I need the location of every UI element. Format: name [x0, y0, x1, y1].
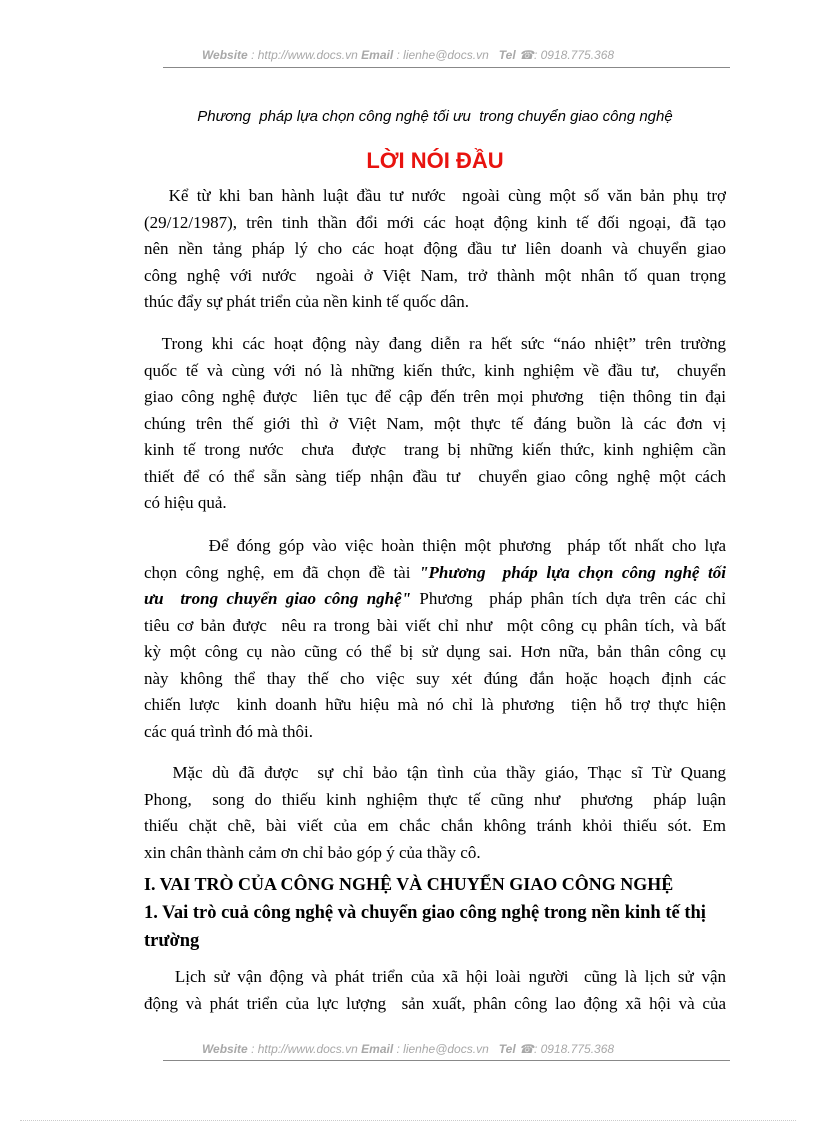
text-line: kinh tế trong nước chưa được trang bị những kiến thức, kinh nghiệm cần: [144, 440, 726, 459]
header-rule: [163, 67, 730, 68]
footer-tel-label: Tel: [498, 1042, 516, 1056]
section-heading-1: I. VAI TRÒ CỦA CÔNG NGHỆ VÀ CHUYỂN GIAO CÔNG NGHỆ: [144, 874, 674, 894]
text-line: thúc đẩy sự phát triển của nền kinh tế quốc dân.: [144, 292, 470, 311]
text-line: chọn công nghệ, em đã chọn đề tài "Phương pháp lựa chọn công nghệ tối: [144, 562, 726, 582]
phone-icon: ☎: [519, 1042, 534, 1056]
text-line: công nghệ với nước ngoài ở Việt Nam, trở thành một nhân tố quan trọng: [144, 265, 726, 285]
document-subtitle: Phương pháp lựa chọn công nghệ tối ưu trong chuyển giao công nghệ: [197, 108, 673, 125]
paragraph-3: [144, 533, 726, 745]
text-line: tiêu cơ bản được nêu ra trong bài viết chỉ như một công cụ phân tích, và bất: [144, 615, 726, 635]
text-line: chúng trên thế giới thì ở Việt Nam, một thực tế đáng buồn là các đơn vị: [144, 413, 726, 433]
text-line: thiết để có thể sẵn sàng tiếp nhận đầu tư chuyển giao công nghệ một cách: [144, 466, 726, 486]
paragraph-5: [144, 964, 726, 1017]
header-website[interactable]: http://www.docs.vn: [257, 48, 358, 62]
footer-website-label: Website: [201, 1042, 248, 1056]
page-title: LỜI NÓI ĐẦU: [366, 148, 504, 173]
header-tel: : 0918.775.368: [533, 48, 615, 62]
text-line: xin chân thành cảm ơn chỉ bảo góp ý của thầy cô.: [144, 842, 481, 862]
footer-rule: [163, 1060, 730, 1061]
paragraph-1: [144, 183, 726, 316]
footer-website[interactable]: http://www.docs.vn: [257, 1042, 358, 1056]
text-line: giao công nghệ được liên tục để cập đến trên mọi phương tiện thông tin đại: [144, 387, 726, 406]
text-line: động và phát triển của lực lượng sản xuất, phân công lao động xã hội và của: [144, 993, 726, 1013]
text-line: Trong khi các hoạt động này đang diễn ra hết sức “náo nhiệt” trên trường: [144, 334, 726, 353]
page-footer: Website : http://www.docs.vn Email : lienhe@docs.vn Tel ☎: 0918.775.368: [201, 1042, 615, 1056]
text-line: này không thể thay thế cho việc suy xét đúng đắn hoặc hoạch định các: [144, 668, 726, 688]
footer-tel: : 0918.775.368: [533, 1042, 615, 1056]
text-line: quốc tế và cùng với nó là những kiến thức, kinh nghiệm về đầu tư, chuyển: [144, 360, 726, 380]
header-email[interactable]: lienhe@docs.vn: [403, 48, 489, 62]
text-line: Mặc dù đã được sự chỉ bảo tận tình của thầy giáo, Thạc sĩ Từ Quang: [144, 763, 726, 782]
paragraph-2: [144, 331, 726, 517]
text-line: Kể từ khi ban hành luật đầu tư nước ngoài cùng một số văn bản phụ trợ: [144, 186, 726, 205]
phone-icon: ☎: [519, 48, 534, 62]
footer-email-label: Email: [361, 1042, 394, 1056]
text-line: nên nền tảng pháp lý cho các hoạt động đầu tư liên doanh và chuyển giao: [144, 239, 726, 258]
page-header: Website : http://www.docs.vn Email : lienhe@docs.vn Tel ☎: 0918.775.368: [201, 48, 615, 62]
thesis-title: "Phương pháp lựa chọn công nghệ tối: [419, 562, 726, 582]
paragraph-4: [144, 760, 726, 866]
text-line: Phong, song do thiếu kinh nghiệm thực tế cũng như phương pháp luận: [144, 789, 726, 809]
text-line: có hiệu quả.: [144, 493, 227, 512]
page-bottom-divider: [20, 1120, 796, 1121]
text-line: các quá trình đó mà thôi.: [144, 721, 314, 741]
text-line: thiếu chặt chẽ, bài viết của em chắc chắn không tránh khỏi thiếu sót. Em: [144, 816, 726, 835]
section-heading-1-1: 1. Vai trò cuả công nghệ và chuyển giao công nghệ trong nền kinh tế thị trường: [144, 903, 706, 951]
text-line: (29/12/1987), trên tinh thần đổi mới các hoạt động kinh tế đối ngoại, đã tạo: [144, 212, 726, 232]
header-email-label: Email: [361, 48, 394, 62]
thesis-title-cont: ưu trong chuyển giao công nghệ": [144, 589, 412, 608]
text-line: kỳ một công cụ nào cũng có thể bị sử dụng sai. Hơn nữa, bản thân công cụ: [144, 642, 726, 661]
text-line: ưu trong chuyển giao công nghệ" Phương pháp phân tích dựa trên các chỉ: [144, 589, 726, 608]
header-website-label: Website: [201, 48, 248, 62]
text-line: Lịch sử vận động và phát triển của xã hội loài người cũng là lịch sử vận: [144, 967, 726, 986]
text-line: Để đóng góp vào việc hoàn thiện một phương pháp tốt nhất cho lựa: [144, 536, 726, 555]
text-line: chiến lược kinh doanh hữu hiệu mà nó chỉ là phương tiện hỗ trợ thực hiện: [144, 695, 726, 714]
footer-email[interactable]: lienhe@docs.vn: [403, 1042, 489, 1056]
header-tel-label: Tel: [498, 48, 516, 62]
